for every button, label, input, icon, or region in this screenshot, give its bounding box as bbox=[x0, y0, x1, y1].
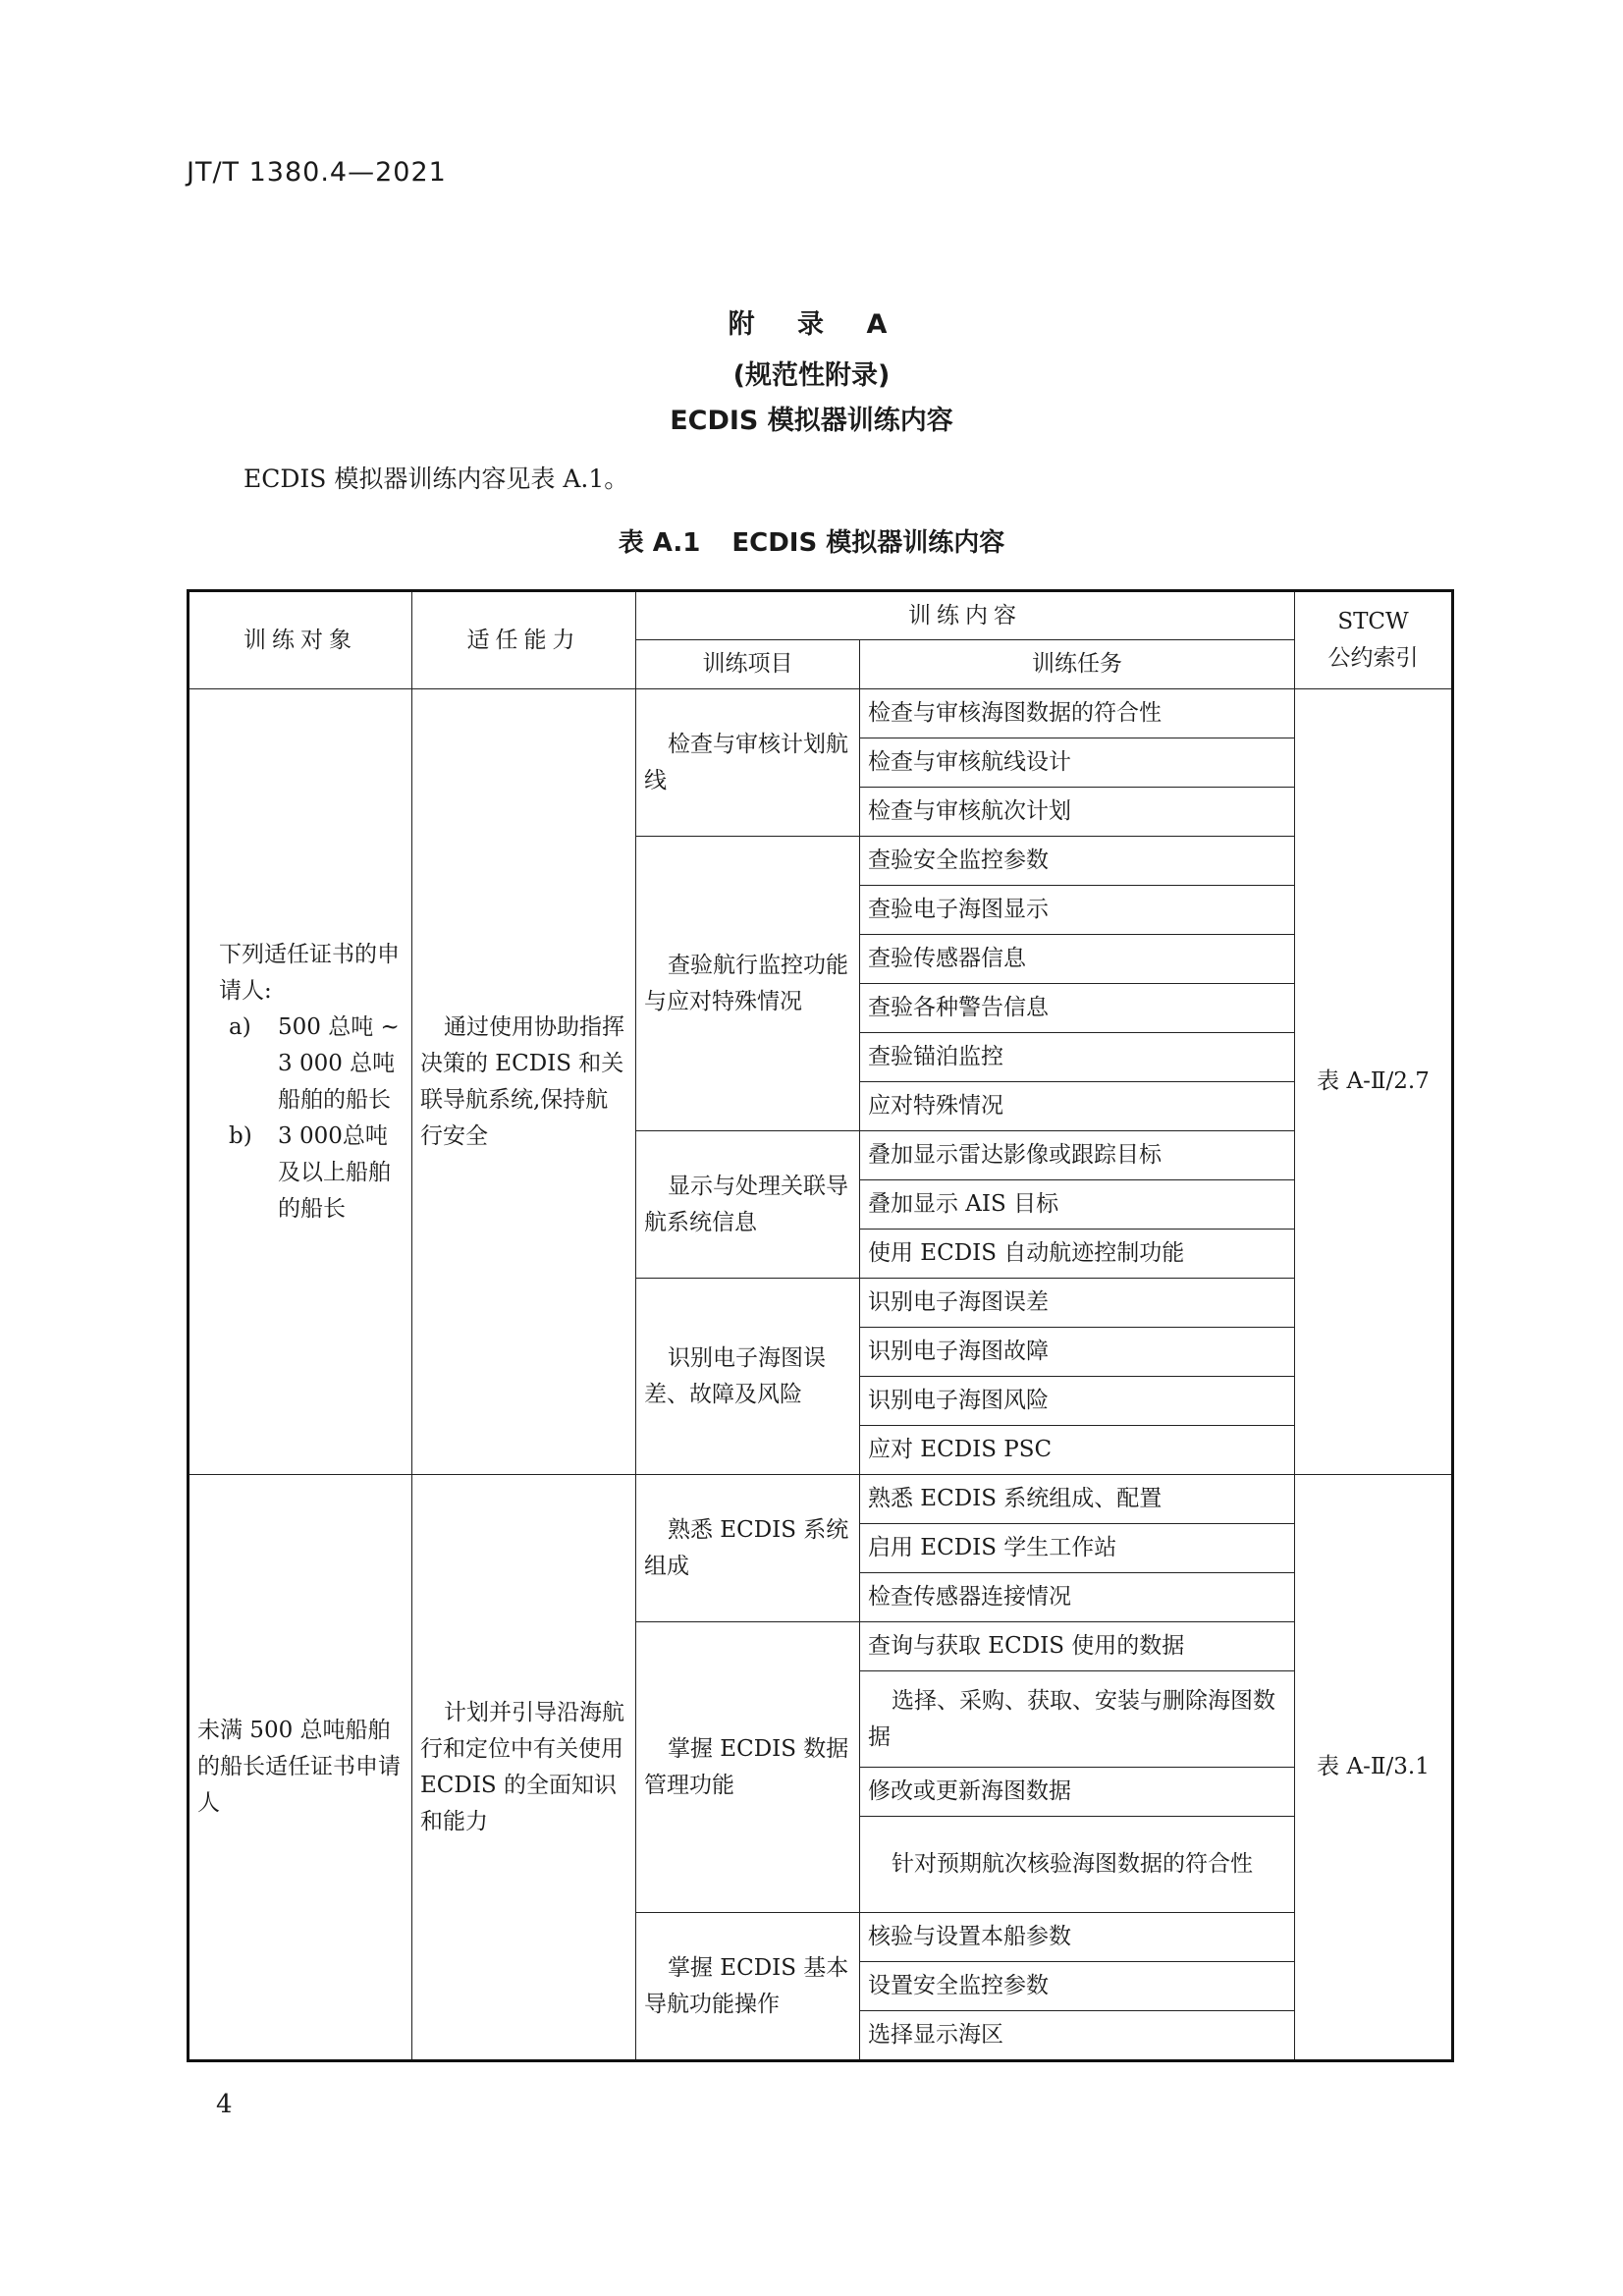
training-item: 显示与处理关联导航系统信息 bbox=[636, 1131, 860, 1279]
training-task: 叠加显示雷达影像或跟踪目标 bbox=[860, 1131, 1295, 1180]
training-task: 查验传感器信息 bbox=[860, 935, 1295, 984]
standard-code: JT/T 1380.4—2021 bbox=[187, 157, 447, 188]
training-task: 查验电子海图显示 bbox=[860, 886, 1295, 935]
training-item: 掌握 ECDIS 数据管理功能 bbox=[636, 1622, 860, 1913]
training-task: 核验与设置本船参数 bbox=[860, 1913, 1295, 1962]
group2-competence: 计划并引导沿海航行和定位中有关使用 ECDIS 的全面知识和能力 bbox=[412, 1475, 636, 2061]
group1-target-lead: 下列适任证书的申请人: bbox=[219, 941, 400, 1004]
training-task: 设置安全监控参数 bbox=[860, 1962, 1295, 2011]
group1-competence: 通过使用协助指挥决策的 ECDIS 和关联导航系统,保持航行安全 bbox=[412, 689, 636, 1475]
header-stcw bbox=[1295, 591, 1453, 689]
training-task: 查验锚泊监控 bbox=[860, 1033, 1295, 1082]
page-number: 4 bbox=[216, 2090, 233, 2119]
header-stcw-line2: 公约索引 bbox=[1327, 645, 1419, 671]
annex-title: 附 录 A bbox=[728, 309, 895, 340]
training-task: 检查与审核航次计划 bbox=[860, 788, 1295, 837]
header-competence: 适任能力 bbox=[412, 591, 636, 689]
header-content: 训练内容 bbox=[636, 591, 1295, 640]
header-target: 训练对象 bbox=[189, 591, 412, 689]
training-task: 使用 ECDIS 自动航迹控制功能 bbox=[860, 1230, 1295, 1279]
group1-stcw-ref: 表 A-Ⅱ/2.7 bbox=[1295, 689, 1453, 1475]
training-task: 叠加显示 AIS 目标 bbox=[860, 1180, 1295, 1230]
table-caption bbox=[0, 522, 1623, 559]
training-task: 识别电子海图故障 bbox=[860, 1328, 1295, 1377]
header-stcw-line1: STCW bbox=[1337, 609, 1409, 634]
group1-target-b-label: b) bbox=[229, 1122, 252, 1149]
training-task: 识别电子海图误差 bbox=[860, 1279, 1295, 1328]
training-task: 启用 ECDIS 学生工作站 bbox=[860, 1524, 1295, 1573]
table-caption-number: 表 A.1 bbox=[618, 528, 701, 558]
training-content-table bbox=[187, 589, 1454, 2062]
group2-stcw-ref: 表 A-Ⅱ/3.1 bbox=[1295, 1475, 1453, 2061]
training-task: 识别电子海图风险 bbox=[860, 1377, 1295, 1426]
training-task: 查询与获取 ECDIS 使用的数据 bbox=[860, 1622, 1295, 1671]
training-item: 检查与审核计划航线 bbox=[636, 689, 860, 837]
group1-target-a-label: a) bbox=[229, 1013, 251, 1040]
training-task: 检查与审核海图数据的符合性 bbox=[860, 689, 1295, 738]
training-task: 检查传感器连接情况 bbox=[860, 1573, 1295, 1622]
training-item: 查验航行监控功能与应对特殊情况 bbox=[636, 837, 860, 1131]
training-item: 掌握 ECDIS 基本导航功能操作 bbox=[636, 1913, 860, 2061]
training-task: 检查与审核航线设计 bbox=[860, 738, 1295, 788]
group1-target bbox=[189, 689, 412, 1475]
training-item: 熟悉 ECDIS 系统组成 bbox=[636, 1475, 860, 1622]
training-task: 应对 ECDIS PSC bbox=[860, 1426, 1295, 1475]
training-task: 熟悉 ECDIS 系统组成、配置 bbox=[860, 1475, 1295, 1524]
annex-name: ECDIS 模拟器训练内容 bbox=[670, 406, 953, 436]
training-task: 查验安全监控参数 bbox=[860, 837, 1295, 886]
table-caption-title: ECDIS 模拟器训练内容 bbox=[731, 528, 1005, 558]
annex-type: (规范性附录) bbox=[732, 360, 891, 391]
group1-target-a-text: 500 总吨 ~ 3 000 总吨船舶的船长 bbox=[278, 1013, 400, 1113]
training-task: 应对特殊情况 bbox=[860, 1082, 1295, 1131]
training-task: 选择显示海区 bbox=[860, 2011, 1295, 2061]
header-task: 训练任务 bbox=[860, 640, 1295, 689]
training-task: 选择、采购、获取、安装与删除海图数据 bbox=[860, 1671, 1295, 1768]
group2-target: 未满 500 总吨船舶的船长适任证书申请人 bbox=[189, 1475, 412, 2061]
training-task: 针对预期航次核验海图数据的符合性 bbox=[860, 1817, 1295, 1913]
training-item: 识别电子海图误差、故障及风险 bbox=[636, 1279, 860, 1475]
training-task: 查验各种警告信息 bbox=[860, 984, 1295, 1033]
group1-target-b-text: 3 000总吨及以上船舶的船长 bbox=[278, 1122, 391, 1222]
header-item: 训练项目 bbox=[636, 640, 860, 689]
intro-paragraph: ECDIS 模拟器训练内容见表 A.1。 bbox=[243, 465, 629, 493]
training-task: 修改或更新海图数据 bbox=[860, 1768, 1295, 1817]
